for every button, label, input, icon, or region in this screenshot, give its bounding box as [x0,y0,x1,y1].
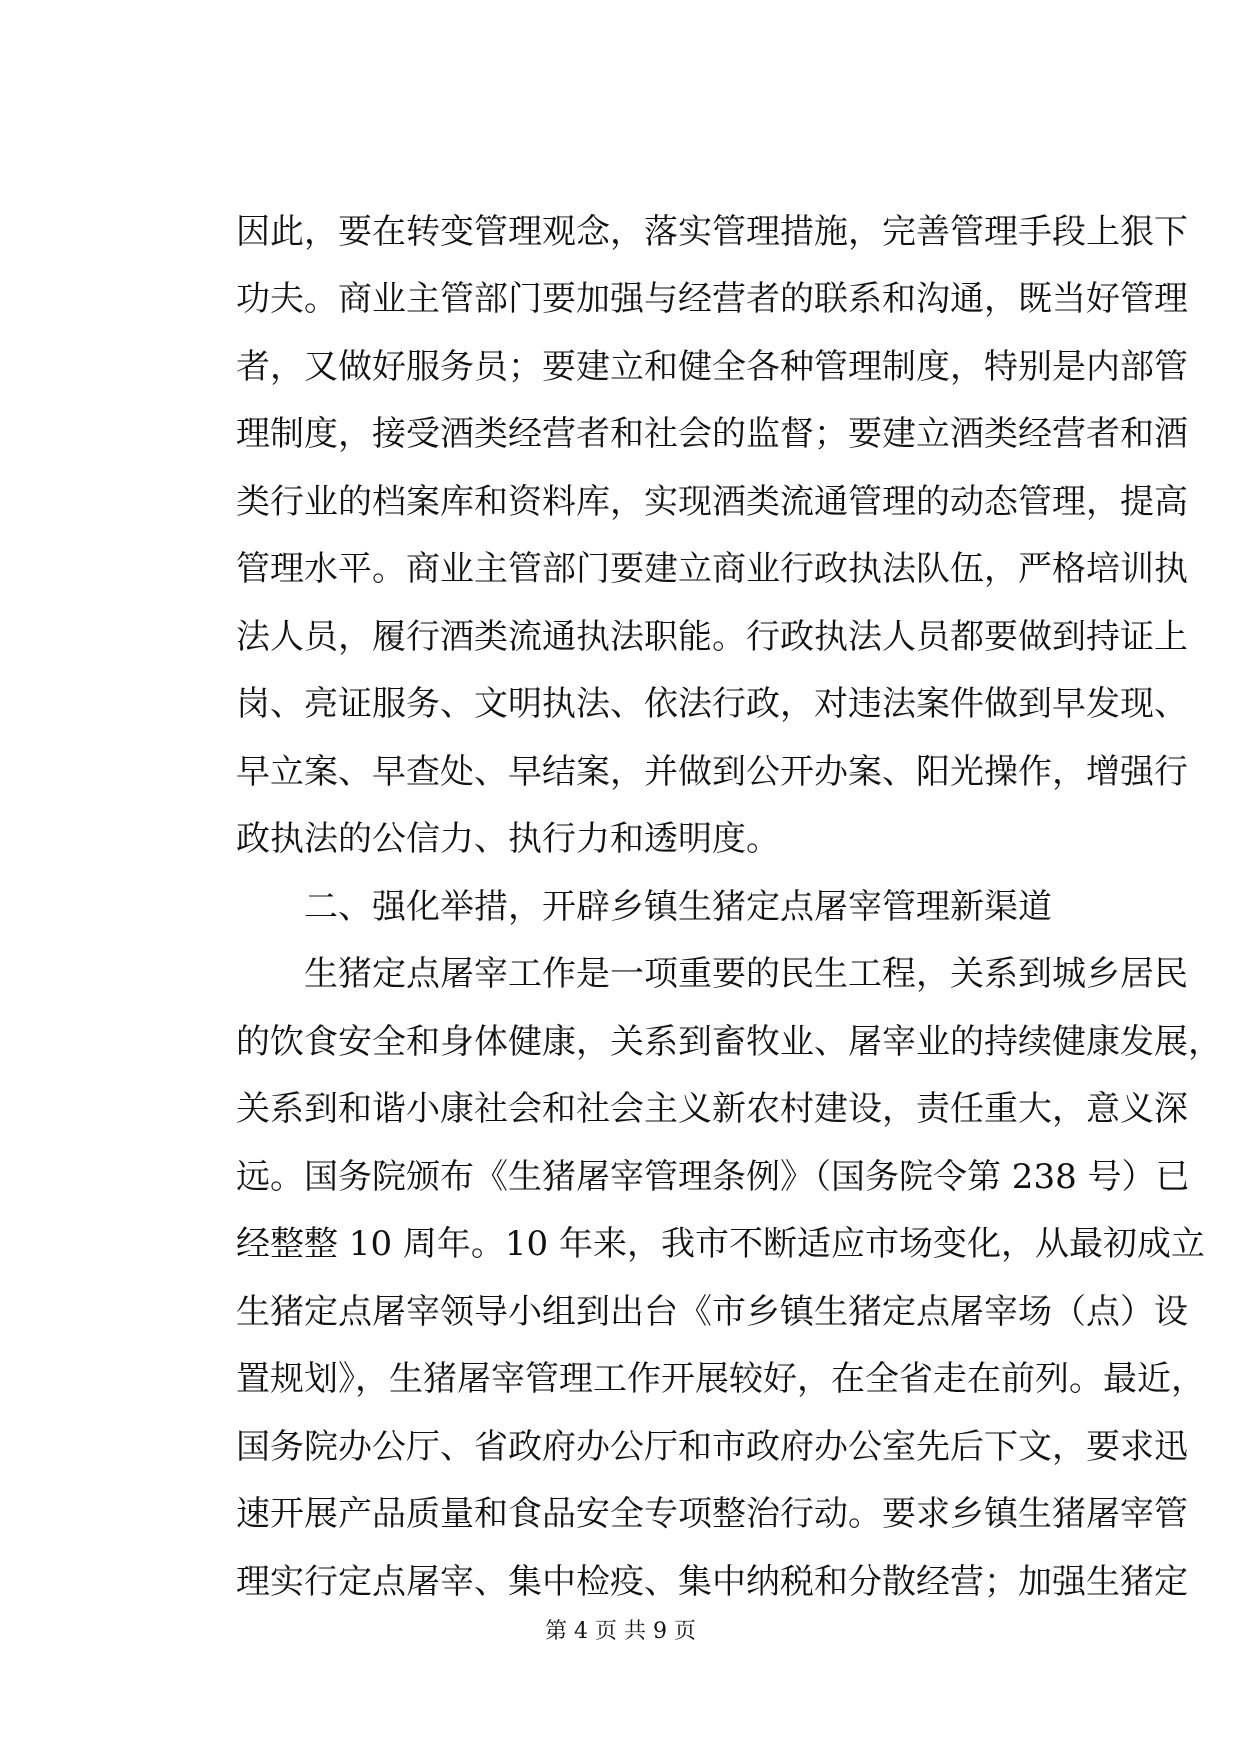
body-line: 类行业的档案库和资料库，实现酒类流通管理的动态管理，提高 [236,482,1188,522]
body-line: 因此，要在转变管理观念，落实管理措施，完善管理手段上狠下 [236,212,1188,252]
body-line: 经整整 10 周年。10 年来，我市不断适应市场变化，从最初成立 [236,1224,1205,1264]
body-line: 理制度，接受酒类经营者和社会的监督；要建立酒类经营者和酒 [236,414,1188,454]
body-line: 远。国务院颁布《生猪屠宰管理条例》（国务院令第 238 号）已 [236,1157,1190,1197]
section-heading: 二、强化举措，开辟乡镇生猪定点屠宰管理新渠道 [304,887,1052,927]
body-line: 生猪定点屠宰领导小组到出台《市乡镇生猪定点屠宰场（点）设 [236,1292,1188,1332]
body-line: 者，又做好服务员；要建立和健全各种管理制度，特别是内部管 [236,347,1188,387]
body-line: 的饮食安全和身体健康，关系到畜牧业、屠宰业的持续健康发展， [236,1022,1222,1062]
paragraph-first-line: 生猪定点屠宰工作是一项重要的民生工程，关系到城乡居民 [304,954,1188,994]
body-line: 理实行定点屠宰、集中检疫、集中纳税和分散经营；加强生猪定 [236,1562,1188,1602]
body-line: 置规划》，生猪屠宰管理工作开展较好，在全省走在前列。最近， [236,1359,1205,1399]
body-line: 早立案、早查处、早结案，并做到公开办案、阳光操作，增强行 [236,752,1188,792]
body-line: 管理水平。商业主管部门要建立商业行政执法队伍，严格培训执 [236,549,1188,589]
body-line: 岗、亮证服务、文明执法、依法行政，对违法案件做到早发现、 [236,684,1188,724]
page-number-footer: 第 4 页 共 9 页 [545,1619,696,1644]
body-line: 法人员，履行酒类流通执法职能。行政执法人员都要做到持证上 [236,617,1188,657]
body-line: 国务院办公厅、省政府办公厅和市政府办公室先后下文，要求迅 [236,1427,1188,1467]
body-line: 关系到和谐小康社会和社会主义新农村建设，责任重大，意义深 [236,1089,1188,1129]
body-line: 速开展产品质量和食品安全专项整治行动。要求乡镇生猪屠宰管 [236,1494,1188,1534]
body-line: 政执法的公信力、执行力和透明度。 [236,819,780,859]
body-line: 功夫。商业主管部门要加强与经营者的联系和沟通，既当好管理 [236,279,1188,319]
